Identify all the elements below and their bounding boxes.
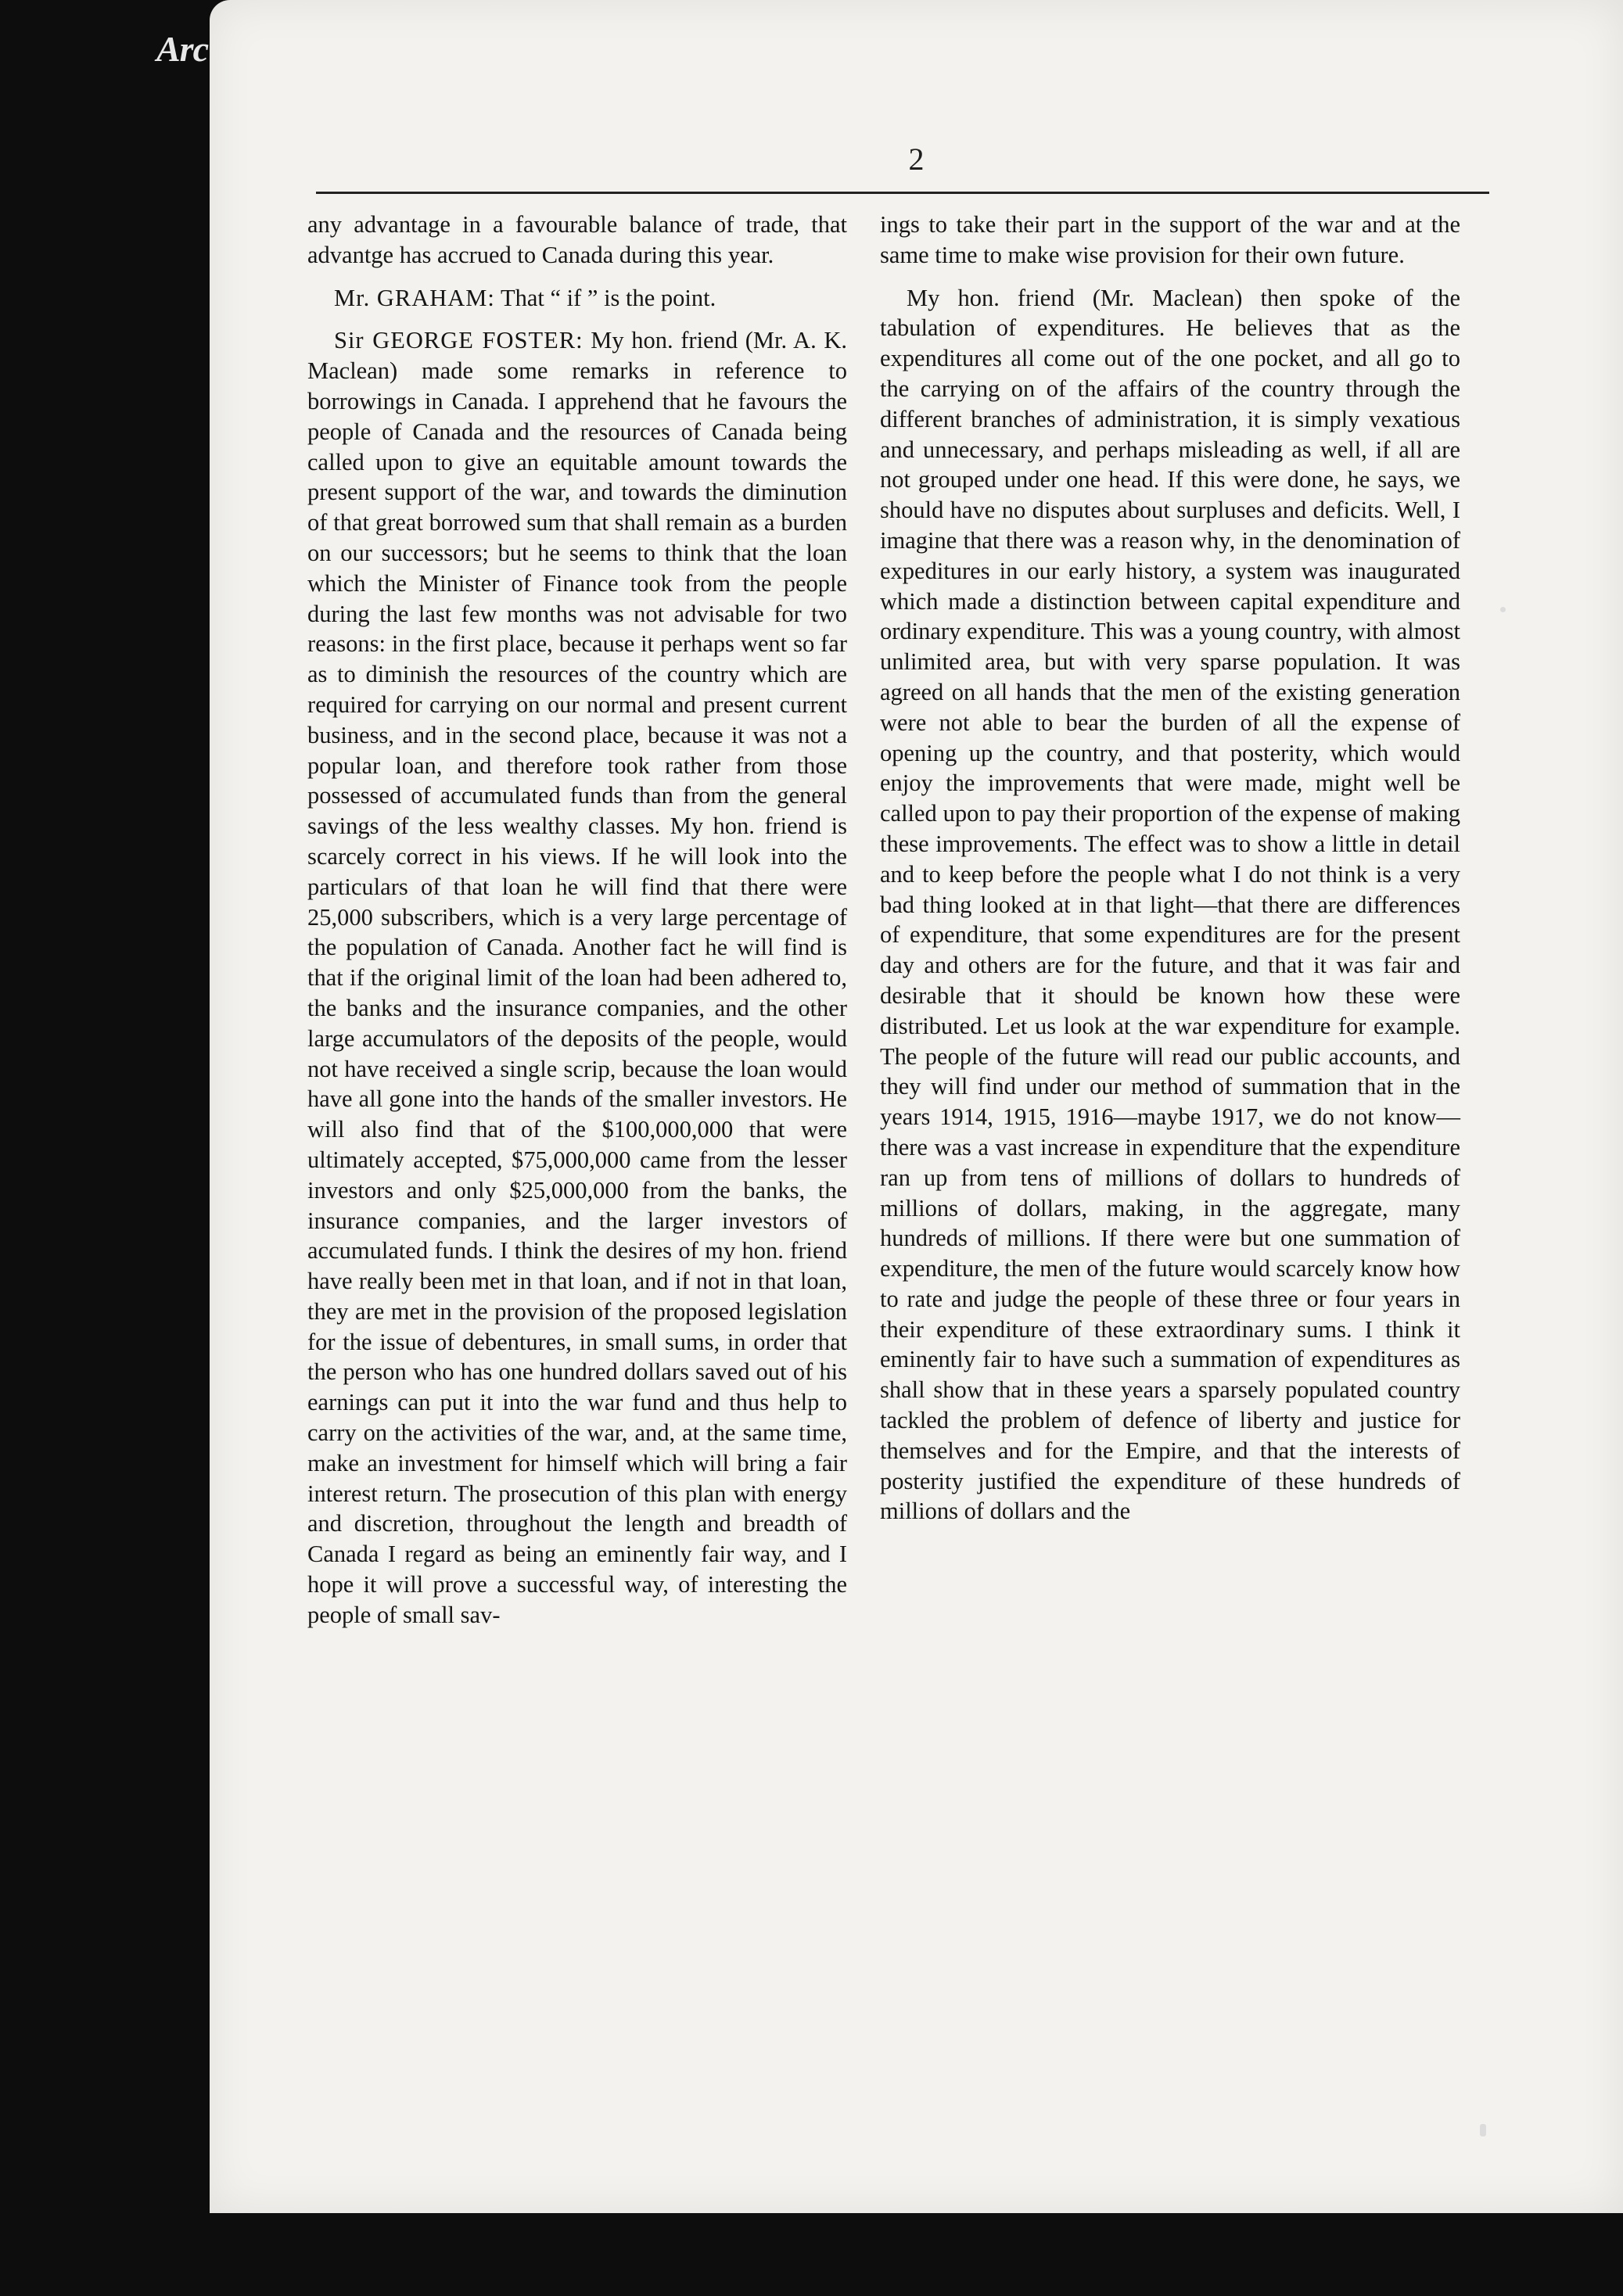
left-paragraph-2 [307, 283, 847, 314]
archive-corner-stamp: Arc [156, 29, 208, 69]
right-paragraph-1: ings to take their part in the support of the war and at the same time to make wise provision for their own future. [880, 211, 1460, 268]
header-rule [316, 192, 1489, 194]
page-number: 2 [908, 142, 925, 177]
speaker-name: Mr. GRAHAM: [334, 284, 495, 311]
left-paragraph-3 [307, 325, 847, 1630]
right-column [880, 210, 1460, 1526]
document-page [210, 0, 1623, 2213]
scan-speck [1500, 607, 1506, 612]
left-paragraph-1: any advantage in a favourable balance of trade, that advantge has accrued to Canada during this year. [307, 211, 847, 268]
left-column [307, 210, 847, 1631]
speaker-name: Sir GEORGE FOSTER: [334, 327, 583, 354]
scan-speck [1480, 2124, 1486, 2136]
speech-text: My hon. friend (Mr. A. K. Maclean) made some remarks in reference to borrowings in Canada. I apprehend that he favours the people of Canada and the resources of Canada being called upon to give an equitable amount towards the present support of the war, and towards the diminution of that great borrowed sum that shall remain as a burden on our successors; but he seems to think that the loan which the Minister of Finance took from the people during the last few months was not advisable for two reasons: in the first place, because it perhaps went so far as to diminish the resources of the country which are required for carrying on our normal and present current business, and in the second place, because it was not a popular loan, and therefore took rather from those possessed of accumulated funds than from the general savings of the less wealthy classes. My hon. friend is scarcely correct in his views. If he will look into the particulars of that loan he will find that there were 25,000 subscribers, which is a very large percentage of the population of Canada. Another fact he will find is that if the original limit of the loan had been adhered to, the banks and the insurance companies, and the other large accumulators of the deposits of the people, would not have received a single scrip, because the loan would have all gone into the hands of the smaller investors. He will also find that of the $100,000,000 that were ultimately accepted, $75,000,000 came from the lesser investors and only $25,000,000 from the banks, the insurance companies, and the larger investors of accumulated funds. I think the desires of my hon. friend have really been met in that loan, and if not in that loan, they are met in the provision of the proposed legislation for the issue of debentures, in small sums, in order that the person who has one hundred dollars saved out of his earnings can put it into the war fund and thus help to carry on the activities of the war, and, at the same time, make an investment for himself which will bring a fair interest return. The prosecution of this plan with energy and discretion, throughout the length and breadth of Canada I regard as being an eminently fair way, and I hope it will prove a successful way, of interesting the people of small sav- [307, 327, 847, 1628]
right-paragraph-2: My hon. friend (Mr. Maclean) then spoke of the tabulation of expenditures. He believes that as the expenditures all come out of the one pocket, and all go to the carrying on of the affairs of the country through the different branches of administration, it is simply vexatious and unnecessary, and perhaps misleading as well, if all are not grouped under one head. If this were done, he says, we should have no disputes about surpluses and deficits. Well, I imagine that there was a reason why, in the denomination of expeditures in our early history, a system was inaugurated which made a distinction between capital expenditure and ordinary expenditure. This was a young country, with almost unlimited area, but with very sparse population. It was agreed on all hands that the men of the existing generation were not able to bear the burden of all the expense of opening up the country, and that posterity, which would enjoy the improvements that were made, might well be called upon to pay their proportion of the expense of making these improvements. The effect was to show a little in detail and to keep before the people what I do not think is a very bad thing looked at in that light—that there are differences of expenditure, that some expenditures are for the present day and others are for the future, and that it was fair and desirable that it should be known how these were distributed. Let us look at the war expenditure for example. The people of the future will read our public accounts, and they will find under our method of summation that in the years 1914, 1915, 1916—maybe 1917, we do not know—there was a vast increase in expenditure that the expenditure ran up from tens of millions of dollars to hundreds of millions of dollars, making, in the aggregate, many hundreds of millions. If there were but one summation of expenditure, the men of the future would scarcely know how to rate and judge the people of these three or four years in their expenditure of these extraordinary sums. I think it eminently fair to have such a summation of expenditures as shall show that in these years a sparsely populated country tackled the problem of defence of liberty and justice for themselves and for the Empire, and that the interests of posterity justified the expenditure of these hundreds of millions of dollars and the [880, 284, 1460, 1525]
speech-text: That “ if ” is the point. [500, 284, 716, 311]
